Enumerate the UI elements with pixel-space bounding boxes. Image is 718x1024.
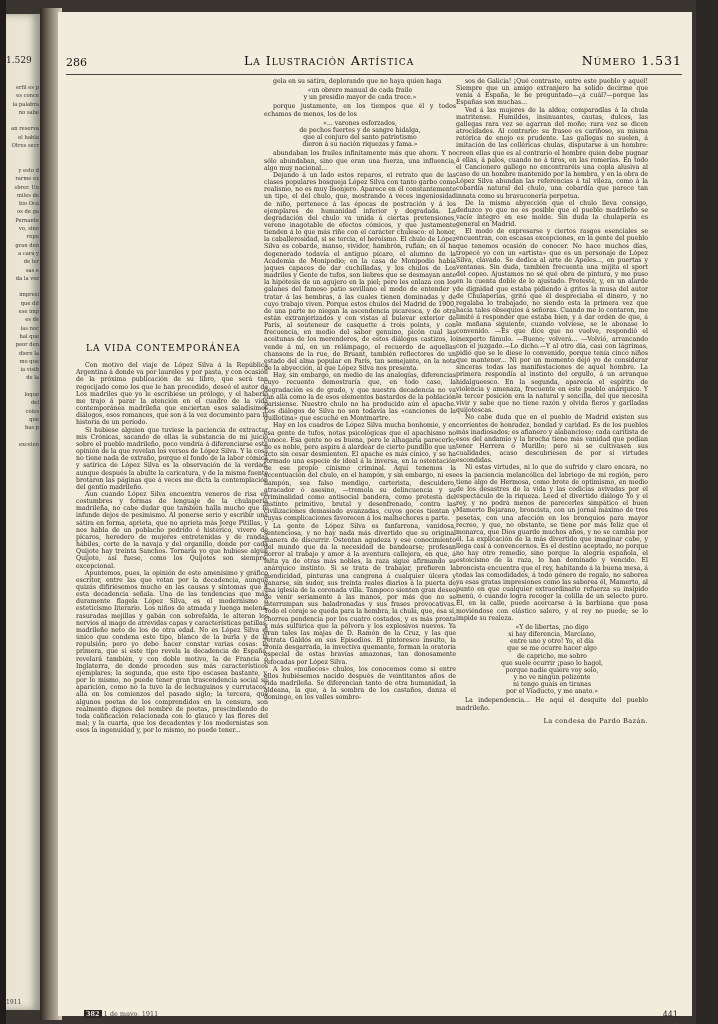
verse-line: «... varones esforzados, [323, 119, 397, 127]
paragraph: Con motivo del viaje de López Silva á la República Argentina á donde va por laureles y por pasta, y con ocasión de la próxima publicación de su libro, que será tan regocijado como los que le han precedido, deseó el autor de Los madriles que yo le escribiese un prólogo, y el haberlo me trajo á parar la atención en el cuadro de la vida contemporánea madrileña que enciertan esos saladísimos diálogos, esos romances, que son á la vez documento para la historia de un período. [76, 362, 268, 427]
stamp-label: 382 [86, 1010, 100, 1018]
column-2-body [264, 150, 456, 701]
paragraph: Dejando á un lado estos reparos, el retrato que de las clases populares bosqueja López Silva con tanto garbo como realismo, no es muy lisonjero. Aparece en él constantemente un tipo, el del chulo, que, mostrando á veces ingeniosidad de niño, pertenece á las épocas de postración y á los ejemplares de humanidad inferior y degradada. La degradación del chulo va unida á ciertas pretensiones, vereno inagotable de efectos cómicos, y que justamente tienden á lo que más riñe con el carácter chulesco: el honor, la caballerosidad, si se tercia, el heroísmo. El chulo de López Silva es cobarde, manso, vividor, hambrón, rufián; en él ha degenerado todavía el antiguo pícaro, el alumno de la Academia de Monipodio; en la casa de Monipodio había jaques capaces de dar cuchilladas, y los chulos de Los madriles y Gente de tufos, son liebres que se desmayan ante la hipótesis de un agujero en la piel; pero les enlaza con los galanes del famoso patio sevillano el modo de entender y tratar á las hembras, á las cuales tienen dominadas y de cuyo trabajo viven. Porque estos chulos del Madrid de 1900, de una parte no niegan la ascendencia picaresca, y de otra están extranjerizados y con vistas al bulevar exterior de París, al souteneur de casquette á trois points, y con frecuencia, en medio del sabor genuino, picón cual las aceitunas de los merenderos, de estos diálogos castizos, lo vende á mí, en un relámpago, el recuerdo de aquellas chansons de la rue, de Bruant, también reflectores de un estado del alma popular en París, tan semejante, en la nota de la abyección, al que López Silva nos presenta. [264, 171, 456, 373]
header-rule [66, 74, 682, 75]
verse-line: de pechos fuertes y de sangre hidalga, [299, 126, 421, 134]
paragraph: Apuntemos, pues, la opinión de este amenísimo y gráfico escritor, entre las que votan por la decadencia, aunque quizás difiriésemos mucho en las causas y síntomas que á esta decadencia señala. Una de las tendencias que más duramente flagela López Silva, es el modernismo ó esteticismo literario. Los niños de atmada y luenga melena, rasuradas mejillas y gabán con sobrefalda, le alteran los nervios al mago de atrevidas capas y características patillas, madrileño neto de los de otra edad. No es López Silva el único que condena este tipo, blanco de la burla y de la repulsión; pero yo debo hacer constar varias cosas: la primera, que si este tipo revela la decadencia de España, revelará también, y con doble motivo, la de Francia ó Inglaterra, de donde proceden sus más característicos ejemplares; la segunda, que este tipo escasea bastante, y, por lo mismo, no puede tener gran trascendencia social su aparición, como no la tuvo la de lechuguinos y currutacos, allá en los comienzos del pasado siglo; la tercera, que algunos poetas de los comprendidos en la censura, son realmente dignos del nombre de poetas, prescindiendo de toda calificación relacionada con lo glauco y las flores del mal; y la cuarta, que los decadentes y los modernistas son esos la ingenuidad y, por lo mismo, no puede tener... [76, 569, 268, 735]
scan-edge-right [696, 0, 718, 1024]
previous-page-number: 1.529 [6, 56, 32, 66]
column-2-bridge [264, 103, 456, 117]
verse-line: «Y de libertas, ¡no digo [515, 623, 589, 631]
paragraph: Ni estas virtudes, ni lo que de sufrido y claro encara, no es la paciencia melancólica del labriego de mi región, pero tiene algo de Hermosa, como brote de optimismo, en medio de los desastres de la vida y las codicias avivadas por el espectáculo de la riqueza. Leed el divertido diálogo Yo y el rey, y no podrá menos de parecerles simpático el buen Mamerto Bejarano, broncista, con un jornal máximo de tres pesetas, con una afección en los bronquios para mayor recreo, y que, no obstante, se tiene por más feliz que el monarca, que Dios guarde muchos años, y no se cambia por él. La explicación de la más divertido que imaginar cabe, y llega casi á convencernos. Es el destino aceptado, no porque no hay otro remedio, sino porque la alegría española, el estoicismo de la raza, lo han dominado y vencido. El broncista encuentra que el rey, habitando á la buena mesa, á todas las comodidades, á todo género de regalo, no saborea ya esas gratas impresiones como las saborea él, Mamerto, al punto en que cualquier extraordinario refuerza su insípido menú, ó cuando logra recoger la colilla de un selecto puro. Él, en la calle, puede acercarse á la barbiana que pasa moviéndose con elástico salero, y el rey no puede; se lo impide su realeza. [456, 464, 648, 622]
verse-line: que al conjuro del santo patriotismo [303, 134, 417, 142]
blank-area [76, 78, 268, 332]
verse-line: y no ve ningún polizonte [513, 673, 591, 681]
magazine-page [58, 12, 692, 1019]
article-column-3 [456, 78, 648, 996]
verse-quote-1 [264, 87, 456, 101]
paragraph: La independencia... He aquí el desquite del pueblo madrileño. [456, 697, 648, 712]
column-1-body [76, 362, 268, 734]
column-2-intro [264, 78, 456, 85]
paragraph: porque justamente, en los tiempos que él y todos echamos de menos, los de los [264, 103, 456, 118]
publication-title: La Ilustración Artística [244, 53, 415, 68]
verse-line: que se me ocurre hacer algo [507, 645, 597, 653]
paragraph: abundaban los frailes infinitamente más que ahora. Y no sólo abundaban, sino que eran una fuerza, una influencia, algo muy nacional... [264, 150, 456, 172]
verse-line: que suele ocurrir ¡paso lo hagol, [501, 659, 603, 667]
previous-page-footer: 1911 [6, 999, 22, 1006]
stamp-date: 1 de mayo, 1911 [103, 1010, 159, 1018]
folio-number: 441 [662, 1010, 678, 1019]
paragraph: Aun cuando López Silva encuentra veneros de risa en costumbres y formas de lenguaje de la chulapería madrileña, no cabe dudar que también halla mucho que le infunde dejos de pesimismo. Al ponerse serio y escribir una sátira en forma, aprieta, que no aprieta más Jorge Pitillas, y nos habla de un poblacho podrido é histérico, vivero de pícaros, heredero de mujeres entretenidas y de randas hábiles, corte de la navaja y del organillo, donde por cada Quijote hay treinta Sanchos. Tornaría yo que hubiese algún Quijote, así fuese, como los Quijotes son siempre, excepcional. [76, 490, 268, 570]
page-footer [58, 1010, 692, 1022]
paragraph: El modo de expresarse y ciertos rasgos esenciales se encuentran, con escasas excepciones, en la gente del pueblo que tenemos ocasión de conocer. No hace muchos días, tropecé yo con un «artista» que es un personaje de López Silva, clavado. Se dedica al arte de Apeles..., en puertas y ventanas. Sin duda, también frecuenta una mijita el sport del copeo. Ajustamos no sé qué obra de pintura, y me puso en la cuenta doble de lo ajustado. Protesté, y, en un alarde de dignidad que estaba pidiendo á gritos la musa del autor de Chulaperías, gritó que él despreciaba el dinero, y no regalaba lo trabajado, no siendo esta la primera vez que hacía tales obsequios á señoras. Cuando me lo contaron, me limité á responder que estaba bien, y á dar orden de que, á la mañana siguiente, cuando volviese, se le abonase lo convenido. —Es que dice que no vuelve, respondió el inexperto fámulo. —Bueno; volverá... —Volvió, arrancando con el juzgado.—Lo dicho.—Y al otro día, casi con lágrimas, pidió que se le diese lo convenido, porque tenía cinco niños que mantener... Ni por un momento dejó yo de considerar sinceras todas las manifestaciones de aquel hombre. La primera respondía al instinto del orgullo, á un arranque hidalgueesco. En la segunda, aparecía el espíritu de violencia y amenaza, frecuente en este pueblo anárquico. Y la tercer posición era la natural y sencilla, del que necesita vivir y sabe que no tiene razón y olvida fieros y garlladas quijotescas. [456, 228, 648, 415]
verse-line: «un obrero manual de cada fraile [307, 87, 413, 95]
archive-stamp [84, 1010, 158, 1018]
paragraph: A los «muñecos» chulos, los conocemos como si entre ellos hubiésemos nacido después de veintitantos años de vida madrileña. Se diferencian tanto de otra humanidad, la aldeana, la que, á la sombra de los castaños, danza el domingo, en los valles sombro- [264, 665, 456, 702]
verse-quote-2 [264, 120, 456, 149]
article-heading: LA VIDA CONTEMPORÁNEA [86, 344, 241, 354]
paragraph: Hay en los cuadros de López Silva mucha bonhomie, y en esa gente de tufos, notas psicológicas que el apachismo no conoce. Esa gente no es buena, pero le alhagaría parecerlo; no es noble, pero aspira á alardear de cierto pundillo que un acto sin cesar desmienten. El apache es más cínico, y se ha formado una especie de ideal á la inversa, en la ostentación de ese propio cinismo criminal. Aquí tenemos la accentuación del chulo, en el hampón, y sin embargo, ni ese hampón, sea falso mendigo, carterista, descuidero, atracador ó asesino, —tremola su delincuencia y su criminalidad como antisocial bandera, como protesta del instinto primitivo, brutal y desenfrenado, contra las civilizaciones demasiado avanzadas, cuyos goces tientan y cuyas complicaciones favorecen á los malhechores a parte. [264, 422, 456, 523]
previous-page-text: erfil es p es conce la palabra no sabe an reserva el habla Otros secr y esto d rarme ex sbrer. Un miles de bio Oca os de ga Pernante vo, sino repu gran den a cara y de ler sas e da la vez impresi que dif ese imp es de las noc hal que peor den diere la mo que ia visib de la loque del coles que bas p excelen [11, 85, 39, 448]
article-column-1 [76, 78, 268, 996]
author-signature: La condesa de Pardo Bazán. [543, 716, 648, 725]
previous-page-edge [6, 14, 40, 1010]
paragraph: Si hubiese alguien que tuviese la paciencia de extractar mis Crónicas, sacando de ellas la substancia de mi juicio sobre el pueblo madrileño, poco vendría á diferenciarse esta opinión de la que revelan los versos de López Silva. Y la cosa no tiene nada de extraño, porque el fondo de la labor cómica y satírica de López Silva es la observación de la verdad, aunque después la abulte la caricatura, y de la misma fuente brotaron las páginas que á veces me dicta la contemplación del gentío madrileño. [76, 426, 268, 491]
verse-quote-3 [456, 624, 648, 696]
paragraph: Ved á las mujeres de la aldea; comparadlas á la chula matritense. Humildes, insinuantes, cautas, dulces, las gallegas rara vez se agarran del moño; rara vez se dicen atrocidades. Al contrario: su fraseo es cariñoso, su misma retórica de enojo es prudente. Las gallegas no suelen, á imitación de las colléricas chulas, disputarse á un hombre: creen ellas que es al contrario el hombre quien debe pugnar á ellas, á palos, cuando no á tiros, en las romerías. En todo el Cancionero gallego no encontraréis una copla alusiva al caso de un hombre mantenido por la hembra, y en la obra de López Silva abundan las referencias á tal vileza, como á la cobardía natural del chulo, una cobardía que parece tan innata como su bravuconería perpetua. [456, 106, 648, 200]
page-number: 286 [66, 56, 87, 69]
paragraph: De la misma abyección que el chulo lleva consigo, deduzco yo que no es posible que el pueblo madrileño se vacíe íntegro en ese molde. Sin duda la chulapería es general en Madrid. [456, 199, 648, 229]
verse-line: por el Viaducto, y me anato.» [506, 688, 598, 696]
verse-line: de capricho, me sobro [517, 652, 587, 660]
verse-line: entre uno y otro! Yo, el día [510, 638, 594, 646]
column-3-closing [456, 697, 648, 711]
verse-line: y un presidio mayor de cada trece.» [303, 94, 417, 102]
paragraph: sos de Galicia! ¡Qué contraste, entre este pueblo y aquel! Siempre que un amigo extranjero ha solido decirme que venía á España, le he preguntado—¿á cuál?—porque las Españas son muchas... [456, 78, 648, 107]
paragraph: La gente de López Silva es fanfarrona, vanidosa, sentenciosa, y no hay nada más divertido que su original manera de discurrir. Ostentan agudeza y ese conocimiento del mundo que da la necesidad de bandearse; profesan horror al trabajo y amor á la aventura callejera, en que, á falta ya de otras más nobles, la raza sigue afirmando su anárquico instinto. Si se trata de trabajar, prefieren la mendicidad, pinturas una cangrena á cualquier úlcera y ganarse, sin sudor, sus treinta reales diarios á la puerta de una iglesia de la coronada villa. Tampoco sienten gran deseo de venir seriamente á las manos, por más que no se interrumpan sus baladronadas y sus frases provocativas. Todo el coraje se queda para la hembra, la chula, que, ésa sí, chorrea pendencia por los cuatro costados, y es más pronta y más sulfúrica que la pólvora y los explosivos nuevos. Ya eran tales las majas de D. Ramón de la Cruz, y las que retrata Galdós en sus Episodios. El pintoresco insulto, la ironía desgarrada, la invectiva quemante, forman la oratoria especial de estas bravías amazonas, tan donosamente refocadas por López Silva. [264, 522, 456, 666]
paragraph: Hay, sin embargo, en medio de las analogías, diferencias cuyo recuento demostraría que, en todo caso, la degradación es de grado, y que nuestra decadencia no va tan allá como la de esos elementos bastardos de la población parisiense. Nuestro chulo no ha producido aún el apache. Los diálogos de Silva no son todavía las «canciones de la guillotina» que escuché en Montmartre. [264, 372, 456, 423]
paragraph: No cabe duda que en el pueblo de Madrid existen sus corrientes de honradez, bondad y caridad. Es de los pueblos más inadiosados; es afianero y alabancioso; cada caritista de esos del andamio y la brocha tiene más vanidad que podían tener Herrera ó Murillo; pero si se cultivasen sus cualidades, acaso descubriesen de por sí virtudes escondidas. [456, 414, 648, 465]
issue-number: Número 1.531 [581, 53, 682, 68]
verse-line: dieron á su nación riquezas y fama.» [302, 141, 418, 149]
verse-line: ni tengo guais en tiranas [512, 681, 592, 689]
verse-line: porque nadie quiere voy solo, [505, 666, 599, 674]
page-header [66, 53, 682, 72]
column-3-body [456, 78, 648, 622]
verse-line: si hay diferencia, Marciano, [508, 631, 596, 639]
paragraph: gela en su sátira, deplorando que no haya quien haga [273, 78, 442, 85]
article-column-2 [264, 78, 456, 996]
